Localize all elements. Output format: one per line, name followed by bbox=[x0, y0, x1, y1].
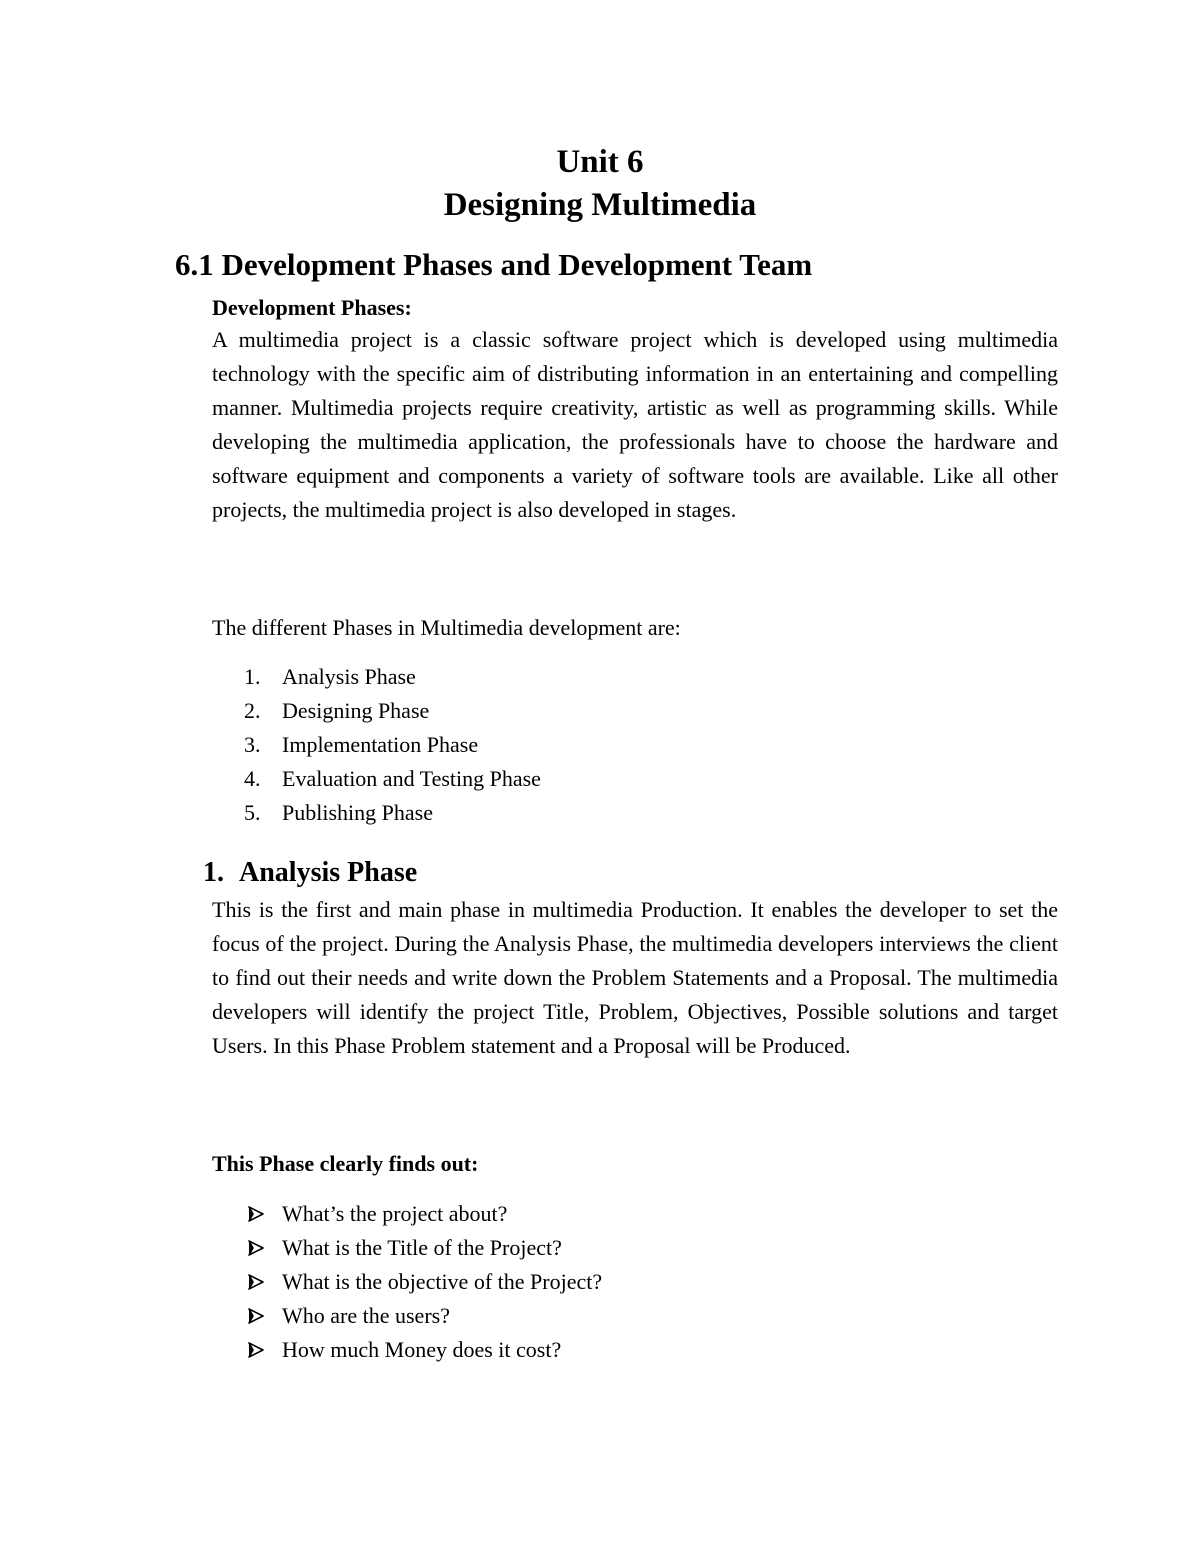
list-item-label: Analysis Phase bbox=[282, 664, 416, 689]
list-item-number: 2. bbox=[244, 698, 261, 723]
list-item-label: Publishing Phase bbox=[282, 800, 433, 825]
list-item-label: Evaluation and Testing Phase bbox=[282, 766, 541, 791]
phases-intro-text: The different Phases in Multimedia development are: bbox=[212, 615, 681, 640]
question-text: How much Money does it cost? bbox=[282, 1337, 562, 1362]
development-phases-paragraph: A multimedia project is a classic software project which is developed using multimedia technology with the specific aim of distributing information in an entertaining and compelling manner. Multimedia projects require creativity, artistic as well as programming skills. While developing the multimedia application, the professionals have to choose the hardware and software equipment and components a variety of software tools are available. Like all other projects, the multimedia project is also developed in stages. bbox=[212, 327, 1058, 522]
list-item bbox=[244, 796, 541, 830]
question-text: What is the Title of the Project? bbox=[282, 1235, 562, 1260]
questions-list bbox=[246, 1197, 602, 1367]
arrowhead-bullet-icon bbox=[246, 1333, 282, 1367]
arrowhead-bullet-icon bbox=[246, 1265, 282, 1299]
question-text: Who are the users? bbox=[282, 1303, 450, 1328]
question-text: What’s the project about? bbox=[282, 1201, 508, 1226]
list-item-number: 4. bbox=[244, 766, 261, 791]
list-item bbox=[244, 694, 541, 728]
list-item bbox=[246, 1299, 602, 1333]
list-item bbox=[244, 728, 541, 762]
phases-list bbox=[244, 660, 541, 830]
analysis-heading-text: Analysis Phase bbox=[239, 857, 418, 888]
analysis-phase-paragraph: This is the first and main phase in multimedia Production. It enables the developer to set the focus of the project. During the Analysis Phase, the multimedia developers interviews the client to find out their needs and write down the Problem Statements and a Proposal. The multimedia developers will identify the project Title, Problem, Objectives, Possible solutions and target Users. In this Phase Problem statement and a Proposal will be Produced. bbox=[212, 897, 1058, 1058]
list-item bbox=[246, 1265, 602, 1299]
unit-number-title: Unit 6 bbox=[556, 144, 644, 180]
list-item bbox=[246, 1197, 602, 1231]
list-item-number: 5. bbox=[244, 800, 261, 825]
list-item-number: 1. bbox=[244, 664, 261, 689]
finds-out-heading: This Phase clearly finds out: bbox=[212, 1151, 479, 1176]
list-item bbox=[246, 1333, 602, 1367]
arrowhead-bullet-icon bbox=[246, 1231, 282, 1265]
list-item-label: Implementation Phase bbox=[282, 732, 479, 757]
list-item bbox=[244, 660, 541, 694]
question-text: What is the objective of the Project? bbox=[282, 1269, 603, 1294]
arrowhead-bullet-icon bbox=[246, 1197, 282, 1231]
analysis-phase-heading bbox=[203, 855, 417, 891]
list-item-number: 3. bbox=[244, 732, 261, 757]
section-heading: 6.1 Development Phases and Development Team bbox=[175, 247, 813, 282]
arrowhead-bullet-icon bbox=[246, 1299, 282, 1333]
list-item-label: Designing Phase bbox=[282, 698, 430, 723]
list-item bbox=[244, 762, 541, 796]
list-item bbox=[246, 1231, 602, 1265]
development-phases-subheading: Development Phases: bbox=[212, 295, 412, 320]
unit-name-title: Designing Multimedia bbox=[443, 187, 757, 223]
analysis-heading-number: 1. bbox=[203, 857, 224, 888]
